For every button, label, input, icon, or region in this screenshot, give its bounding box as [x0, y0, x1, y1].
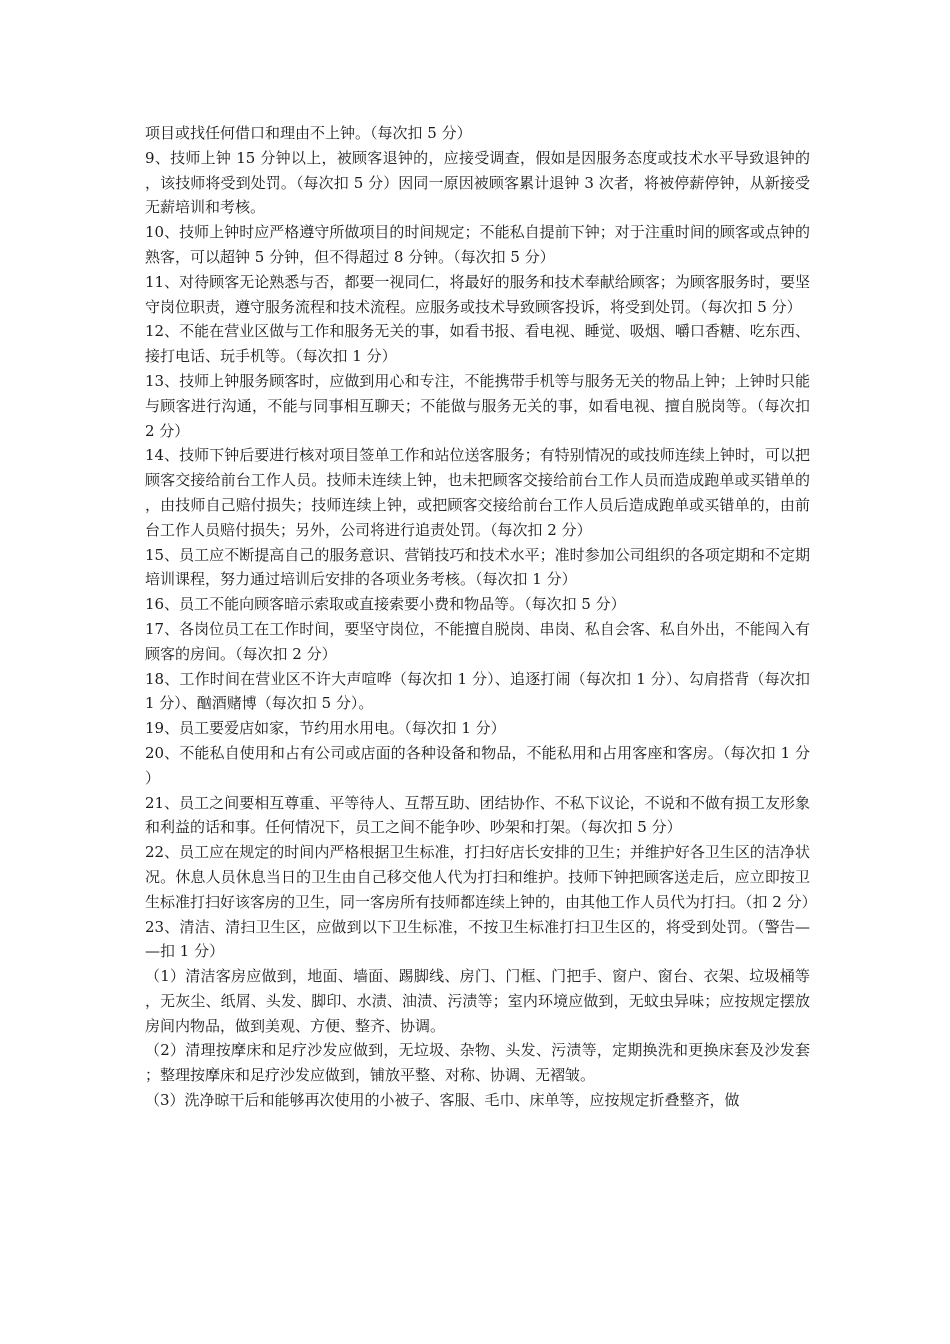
rule-20: 20、不能私自使用和占有公司或店面的各种设备和物品，不能私用和占用客座和客房。（每次扣 1 分）	[145, 743, 810, 787]
rule-14: 14、技师下钟后要进行核对项目签单工作和站位送客服务；有特别情况的或技师连续上钟时，可以把顾客交接给前台工作人员。技师未连续上钟，也未把顾客交接给前台工作人员而造成跑单或买错单的，由技师自己赔付损失；技师连续上钟，或把顾客交接给前台工作人员后造成跑单或买错单的，由前台工作人员赔付损失；另外，公司将进行追责处罚。（每次扣 2 分）	[145, 446, 810, 539]
rule-15: 15、员工应不断提高自己的服务意识、营销技巧和技术水平；准时参加公司组织的各项定期和不定期培训课程，努力通过培训后安排的各项业务考核。（每次扣 1 分）	[145, 545, 810, 589]
paragraph-continuation: 项目或找任何借口和理由不上钟。（每次扣 5 分）	[145, 124, 472, 142]
rule-9: 9、技师上钟 15 分钟以上，被顾客退钟的，应接受调查，假如是因服务态度或技术水平导致退钟的，该技师将受到处罚。（每次扣 5 分）因同一原因被顾客累计退钟 3 次者，将被停薪停钟，从新接受无薪培训和考核。	[145, 148, 810, 217]
rule-19: 19、员工要爱店如家，节约用水用电。（每次扣 1 分）	[145, 719, 506, 738]
rule-16: 16、员工不能向顾客暗示索取或直接索要小费和物品等。（每次扣 5 分）	[145, 595, 626, 614]
rule-13: 13、技师上钟服务顾客时，应做到用心和专注，不能携带手机等与服务无关的物品上钟；上钟时只能与顾客进行沟通，不能与同事相互聊天；不能做与服务无关的事，如看电视、擅自脱岗等。（每次扣 2 分）	[145, 371, 810, 440]
rule-22: 22、员工应在规定的时间内严格根据卫生标准，打扫好店长安排的卫生；并维护好各卫生区的洁净状况。休息人员休息当日的卫生由自己移交他人代为打扫和维护。技师下钟把顾客送走后，应立即按卫生标准打扫好该客房的卫生，同一客房所有技师都连续上钟的，由其他工作人员代为打扫。（扣 2 分）	[145, 843, 817, 911]
rule-23-item-3: （3）洗净晾干后和能够再次使用的小被子、客服、毛巾、床单等，应按规定折叠整齐，做	[145, 1091, 740, 1110]
rule-23-item-1: （1）清洁客房应做到，地面、墙面、踢脚线、房门、门框、门把手、窗户、窗台、衣架、垃圾桶等，无灰尘、纸屑、头发、脚印、水渍、油渍、污渍等；室内环境应做到，无蚊虫异味；应按规定摆放房间内物品，做到美观、方便、整齐、协调。	[145, 967, 810, 1035]
rule-12: 12、不能在营业区做与工作和服务无关的事，如看书报、看电视、睡觉、吸烟、嚼口香糖、吃东西、接打电话、玩手机等。（每次扣 1 分）	[145, 322, 810, 366]
document-body	[145, 121, 817, 1113]
rule-11: 11、对待顾客无论熟悉与否，都要一视同仁，将最好的服务和技术奉献给顾客；为顾客服务时，要坚守岗位职责，遵守服务流程和技术流程。应服务或技术导致顾客投诉，将受到处罚。（每次扣 5 分）	[145, 272, 810, 316]
rule-23: 23、清洁、清扫卫生区，应做到以下卫生标准，不按卫生标准打扫卫生区的，将受到处罚。（警告——扣 1 分）	[145, 917, 810, 961]
rule-10: 10、技师上钟时应严格遵守所做项目的时间规定；不能私自提前下钟；对于注重时间的顾客或点钟的熟客，可以超钟 5 分钟，但不得超过 8 分钟。（每次扣 5 分）	[145, 223, 810, 266]
rule-18: 18、工作时间在营业区不许大声喧哗（每次扣 1 分）、追逐打闹（每次扣 1 分）、勾肩搭背（每次扣 1 分）、酗酒赌博（每次扣 5 分）。	[145, 669, 810, 713]
rule-17: 17、各岗位员工在工作时间，要坚守岗位，不能擅自脱岗、串岗、私自会客、私自外出，不能闯入有顾客的房间。（每次扣 2 分）	[145, 619, 810, 663]
rule-21: 21、员工之间要相互尊重、平等待人、互帮互助、团结协作、不私下议论，不说和不做有损工友形象和利益的话和事。任何情况下，员工之间不能争吵、吵架和打架。（每次扣 5 分）	[145, 793, 810, 837]
rule-23-item-2: （2）清理按摩床和足疗沙发应做到，无垃圾、杂物、头发、污渍等，定期换洗和更换床套及沙发套；整理按摩床和足疗沙发应做到，铺放平整、对称、协调、无褶皱。	[145, 1041, 810, 1085]
